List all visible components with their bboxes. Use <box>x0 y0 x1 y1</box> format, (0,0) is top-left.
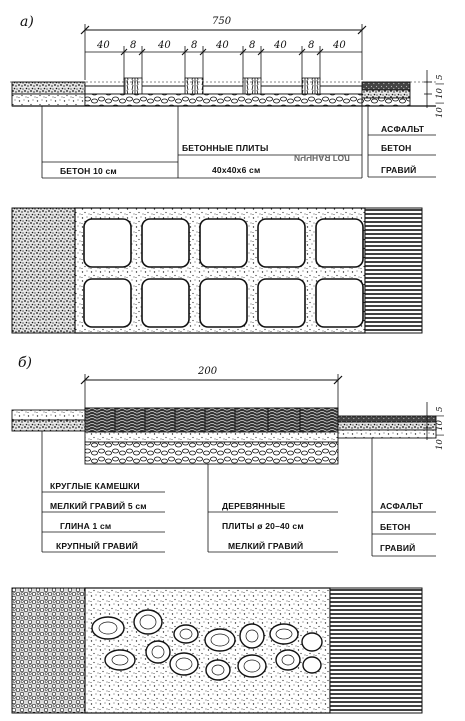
overall-dimension-a: 750 <box>212 16 232 27</box>
label-gravel-a: ГРАВИЙ <box>381 165 417 175</box>
label-clay-1cm: ГЛИНА 1 см <box>60 521 112 531</box>
gap-dimension-3: 8 <box>249 40 256 51</box>
label-fine-gravel: МЕЛКИЙ ГРАВИЙ <box>228 541 304 551</box>
label-wooden-slabs-size: ПЛИТЫ ø 20–40 см <box>222 521 304 531</box>
slab-dimension-1: 40 <box>97 40 110 51</box>
slab-dimension-3: 40 <box>216 40 229 51</box>
label-concrete-slabs: БЕТОННЫЕ ПЛИТЫ <box>182 143 269 153</box>
slab-dimension-2: 40 <box>158 40 171 51</box>
gap-dimension-1: 8 <box>130 40 137 51</box>
section-b-plan <box>12 588 422 713</box>
label-fine-gravel-5cm: МЕЛКИЙ ГРАВИЙ 5 см <box>50 501 147 511</box>
gap-dimension-4: 8 <box>308 40 315 51</box>
label-concrete-10cm: БЕТОН 10 см <box>60 166 117 176</box>
label-wooden: ДЕРЕВЯННЫЕ <box>222 501 286 511</box>
label-concrete-a: БЕТОН <box>381 143 412 153</box>
label-asphalt-b: АСФАЛЬТ <box>380 501 424 511</box>
label-concrete-b: БЕТОН <box>380 522 411 532</box>
section-a-letter: а) <box>20 14 34 30</box>
overall-dimension-b: 200 <box>198 366 218 377</box>
label-slab-size: 40х40х6 см <box>212 165 261 175</box>
label-asphalt-a: АСФАЛЬТ <box>381 124 425 134</box>
label-round-pebbles: КРУГЛЫЕ КАМЕШКИ <box>50 481 140 491</box>
slab-dimension-5: 40 <box>333 40 346 51</box>
layer-thickness-b: 10 | 10 | 5 <box>435 406 445 450</box>
layer-thickness-a: 10 | 10 | 5 <box>435 74 445 118</box>
label-mirrored-text: ИЧЧНАЯ ГОЛ <box>294 153 350 163</box>
section-a-plan <box>12 208 422 333</box>
label-gravel-b: ГРАВИЙ <box>380 543 416 553</box>
label-coarse-gravel: КРУПНЫЙ ГРАВИЙ <box>56 541 139 551</box>
slab-dimension-4: 40 <box>274 40 287 51</box>
gap-dimension-2: 8 <box>191 40 198 51</box>
section-b-letter: б) <box>18 355 33 371</box>
